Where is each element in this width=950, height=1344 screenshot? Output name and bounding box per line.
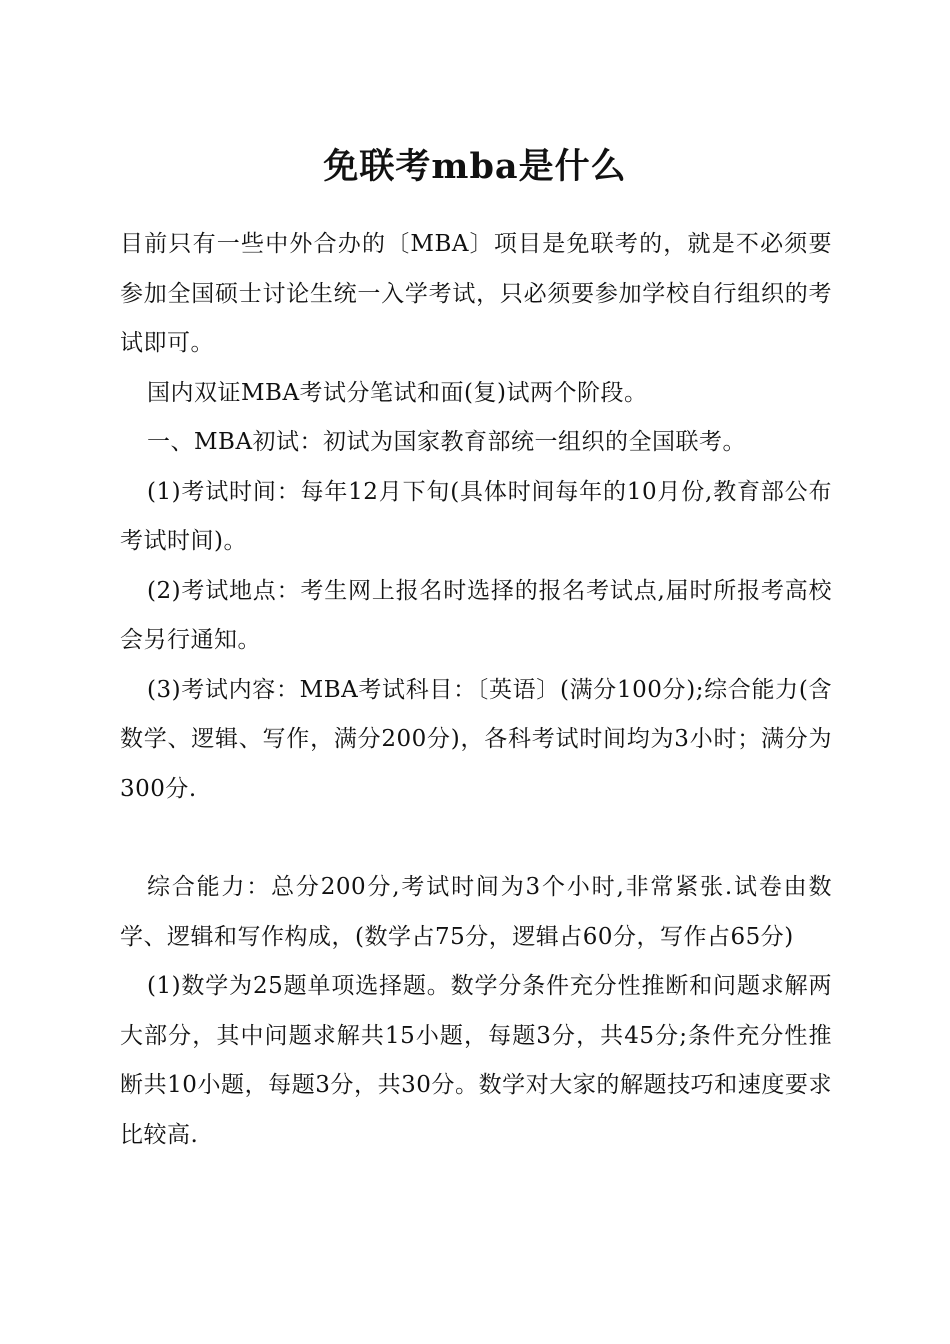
paragraph-intro: 目前只有一些中外合办的〔MBA〕项目是免联考的，就是不必须要参加全国硕士讨论生统一入学考试，只必须要参加学校自行组织的考试即可。	[120, 231, 832, 356]
paragraph-comprehensive-ability: 综合能力：总分200分,考试时间为3个小时,非常紧张.试卷由数学、逻辑和写作构成，(数学占75分，逻辑占60分，写作占65分)	[120, 874, 832, 950]
paragraph-two-stages: 国内双证MBA考试分笔试和面(复)试两个阶段。	[147, 379, 648, 406]
paragraph-exam-time: (1)考试时间：每年12月下旬(具体时间每年的10月份,教育部公布考试时间)。	[120, 478, 832, 554]
paragraph-spacer	[120, 814, 832, 863]
document-title: 免联考mba是什么	[323, 146, 627, 187]
paragraph-math-section: (1)数学为25题单项选择题。数学分条件充分性推断和问题求解两大部分，其中问题求解共15小题，每题3分，共45分;条件充分性推断共10小题，每题3分，共30分。数学对大家的解题技巧和速度要求比较高.	[120, 973, 832, 1148]
paragraph-exam-content: (3)考试内容：MBA考试科目：〔英语〕(满分100分);综合能力(含数学、逻辑、写作，满分200分)，各科考试时间均为3小时；满分为300分.	[120, 676, 832, 802]
paragraph-first-exam: 一、MBA初试：初试为国家教育部统一组织的全国联考。	[147, 429, 747, 455]
document-body	[120, 220, 832, 1160]
paragraph-exam-location: (2)考试地点：考生网上报名时选择的报名考试点,届时所报考高校会另行通知。	[120, 577, 832, 653]
